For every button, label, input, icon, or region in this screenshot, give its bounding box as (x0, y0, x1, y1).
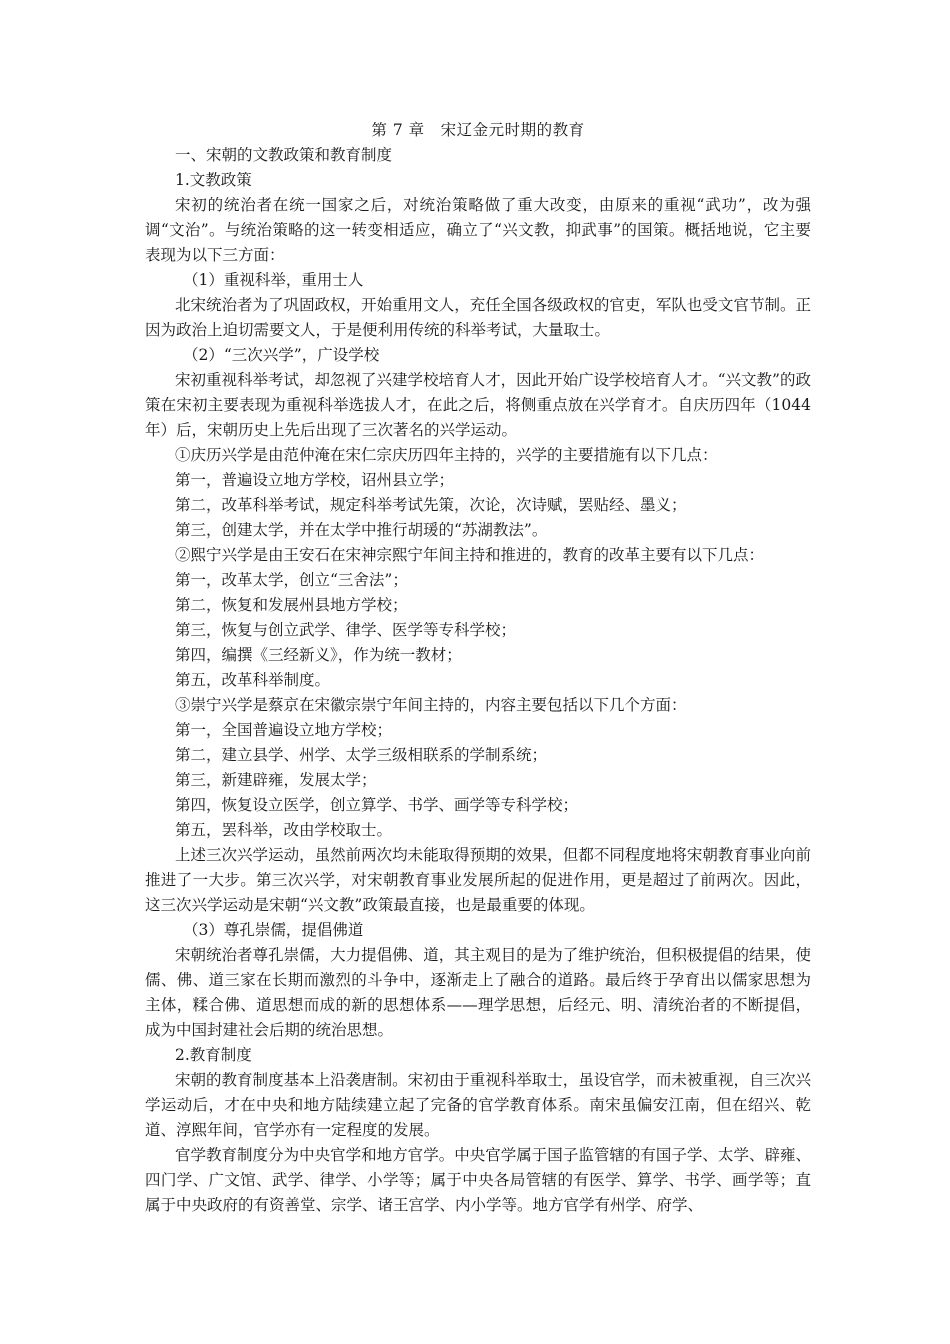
list-item: 第二，改革科举考试，规定科举考试先策，次论，次诗赋，罢贴经、墨义； (175, 496, 687, 514)
list-item: 第二，恢复和发展州县地方学校； (175, 596, 408, 614)
paragraph-official-schools: 官学教育制度分为中央官学和地方官学。中央官学属于国子监管辖的有国子学、太学、辟雍、四门学、广文馆、武学、律学、小学等；属于中央各局管辖的有医学、算学、书学、画学等；直属于中央政府的有资善堂、宗学、诸王宫学、内小学等。地方官学有州学、府学、 (145, 1146, 811, 1214)
document-body (145, 118, 811, 1218)
list-item: 第三，新建辟雍，发展太学； (175, 771, 377, 789)
list-item: 第四，恢复设立医学，创立算学、书学、画学等专科学校； (175, 796, 579, 814)
item-heading-keju: （1）重视科举，重用士人 (183, 271, 364, 289)
list-item: 第五，改革科举制度。 (175, 671, 331, 689)
paragraph-keju: 北宋统治者为了巩固政权，开始重用文人，充任全国各级政权的官吏，军队也受文官节制。正因为政治上迫切需要文人，于是便利用传统的科举考试，大量取士。 (145, 296, 811, 339)
paragraph-summary: 上述三次兴学运动，虽然前两次均未能取得预期的效果，但都不同程度地将宋朝教育事业向前推进了一大步。第三次兴学，对宋朝教育事业发展所起的促进作用，更是超过了前两次。因此，这三次兴学运动是宋朝“兴文教”政策最直接，也是最重要的体现。 (145, 846, 811, 914)
paragraph-xingxue: 宋初重视科举考试，却忽视了兴建学校培育人才，因此开始广设学校培育人才。“兴文教”的政策在宋初主要表现为重视科举选拔人才，在此之后，将侧重点放在兴学育才。自庆历四年（1044 年）后，宋朝历史上先后出现了三次著名的兴学运动。 (145, 371, 811, 439)
list-item: 第三，恢复与创立武学、律学、医学等专科学校； (175, 621, 517, 639)
list-item: 第一，改革太学，创立“三舍法”； (175, 571, 408, 589)
subsection-heading-policy: 1.文教政策 (175, 171, 252, 189)
list-item: 第三，创建太学，并在太学中推行胡瑗的“苏湖教法”。 (175, 521, 548, 539)
paragraph-intro: 宋初的统治者在统一国家之后，对统治策略做了重大改变，由原来的重视“武功”，改为强调“文治”。与统治策略的这一转变相适应，确立了“兴文教，抑武事”的国策。概括地说，它主要表现为以下三方面： (145, 196, 811, 264)
list-item: 第二，建立县学、州学、太学三级相联系的学制系统； (175, 746, 548, 764)
section-heading: 一、宋朝的文教政策和教育制度 (175, 146, 393, 164)
qingli-intro: ①庆历兴学是由范仲淹在宋仁宗庆历四年主持的，兴学的主要措施有以下几点： (175, 446, 718, 464)
item-heading-zunkong: （3）尊孔崇儒，提倡佛道 (183, 921, 364, 939)
chongning-intro: ③崇宁兴学是蔡京在宋徽宗崇宁年间主持的，内容主要包括以下几个方面： (175, 696, 687, 714)
paragraph-system: 宋朝的教育制度基本上沿袭唐制。宋初由于重视科举取士，虽设官学，而未被重视，自三次兴学运动后，才在中央和地方陆续建立起了完备的官学教育体系。南宋虽偏安江南，但在绍兴、乾道、淳熙年间，官学亦有一定程度的发展。 (145, 1071, 811, 1139)
list-item: 第五，罢科举，改由学校取士。 (175, 821, 393, 839)
chapter-title: 第 7 章 宋辽金元时期的教育 (371, 121, 585, 139)
item-heading-xingxue: （2）“三次兴学”，广设学校 (183, 346, 380, 364)
list-item: 第一，全国普遍设立地方学校； (175, 721, 393, 739)
list-item: 第四，编撰《三经新义》，作为统一教材； (175, 646, 462, 664)
subsection-heading-system: 2.教育制度 (175, 1046, 252, 1064)
list-item: 第一，普遍设立地方学校，诏州县立学； (175, 471, 455, 489)
paragraph-zunkong: 宋朝统治者尊孔崇儒，大力提倡佛、道，其主观目的是为了维护统治，但积极提倡的结果，使儒、佛、道三家在长期而激烈的斗争中，逐渐走上了融合的道路。最后终于孕育出以儒家思想为主体，糅合佛、道思想而成的新的思想体系——理学思想，后经元、明、清统治者的不断提倡，成为中国封建社会后期的统治思想。 (145, 946, 811, 1039)
xining-intro: ②熙宁兴学是由王安石在宋神宗熙宁年间主持和推进的，教育的改革主要有以下几点： (175, 546, 765, 564)
